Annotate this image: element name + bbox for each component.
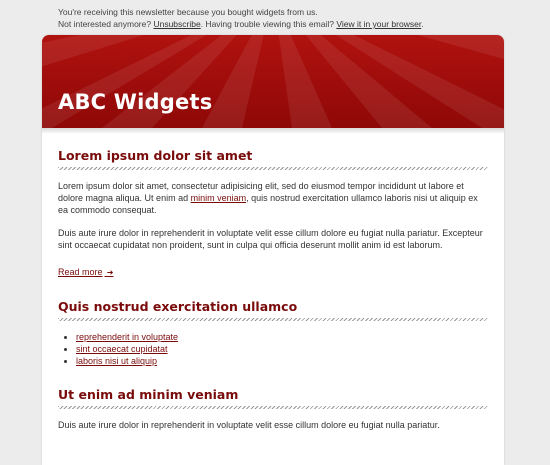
section-divider	[58, 318, 488, 321]
article-1-paragraph-2: Duis aute irure dolor in reprehenderit in voluptate velit esse cillum dolore eu fugiat nulla pariatur. Excepteur sint occaecat cupidatat non proident, sunt in culpa qui officia deserunt mollit anim id est laborum.	[58, 228, 483, 250]
list-link[interactable]: sint occaecat cupidatat	[76, 344, 168, 354]
article-3-title: Ut enim ad minim veniam	[58, 387, 239, 402]
preheader	[58, 6, 424, 30]
section-divider	[58, 406, 488, 409]
content-area	[42, 134, 504, 431]
article-3-paragraph-1: Duis aute irure dolor in reprehenderit in voluptate velit esse cillum dolore eu fugiat nulla pariatur.	[58, 420, 440, 430]
article-1-paragraph-1	[58, 180, 488, 216]
article-1	[58, 148, 488, 299]
article-1-title: Lorem ipsum dolor sit amet	[58, 148, 253, 163]
newsletter-card	[42, 35, 504, 465]
arrow-right-icon: ➜	[104, 268, 114, 277]
list-link[interactable]: laboris nisi ut aliquip	[76, 356, 158, 366]
preheader-text: Not interested anymore?	[58, 19, 152, 29]
preheader-text: . Having trouble viewing this email?	[200, 19, 334, 29]
read-more-link[interactable]	[58, 267, 113, 277]
article-2-title: Quis nostrud exercitation ullamco	[58, 299, 298, 314]
minim-veniam-link[interactable]: minim veniam	[190, 193, 247, 203]
article-2	[58, 299, 488, 367]
preheader-line-2	[58, 18, 424, 30]
sunburst-decoration	[42, 35, 504, 128]
list-item	[76, 331, 488, 343]
unsubscribe-link[interactable]: Unsubscribe	[153, 19, 201, 29]
section-divider	[58, 167, 488, 170]
article-3	[58, 387, 488, 431]
paragraph-text: , quis nostrud exercitation ullamco laboris nisi ut aliquip ex ea commodo consequat.	[58, 193, 478, 215]
brand-title: ABC Widgets	[58, 90, 213, 114]
paragraph-text: Lorem ipsum dolor sit amet, consectetur adipisicing elit, sed do eiusmod tempor incididunt ut labore et dolore magna aliqua. Ut enim ad	[58, 181, 464, 203]
list-item	[76, 343, 488, 355]
view-in-browser-link[interactable]: View it in your browser	[336, 19, 422, 29]
list-item	[76, 355, 488, 367]
read-more-label: Read more	[58, 267, 103, 277]
header-banner	[42, 35, 504, 128]
preheader-text: .	[421, 19, 424, 29]
link-list	[58, 331, 488, 367]
preheader-line-1: You're receiving this newsletter because you bought widgets from us.	[58, 7, 318, 17]
list-link[interactable]: reprehenderit in voluptate	[76, 332, 179, 342]
